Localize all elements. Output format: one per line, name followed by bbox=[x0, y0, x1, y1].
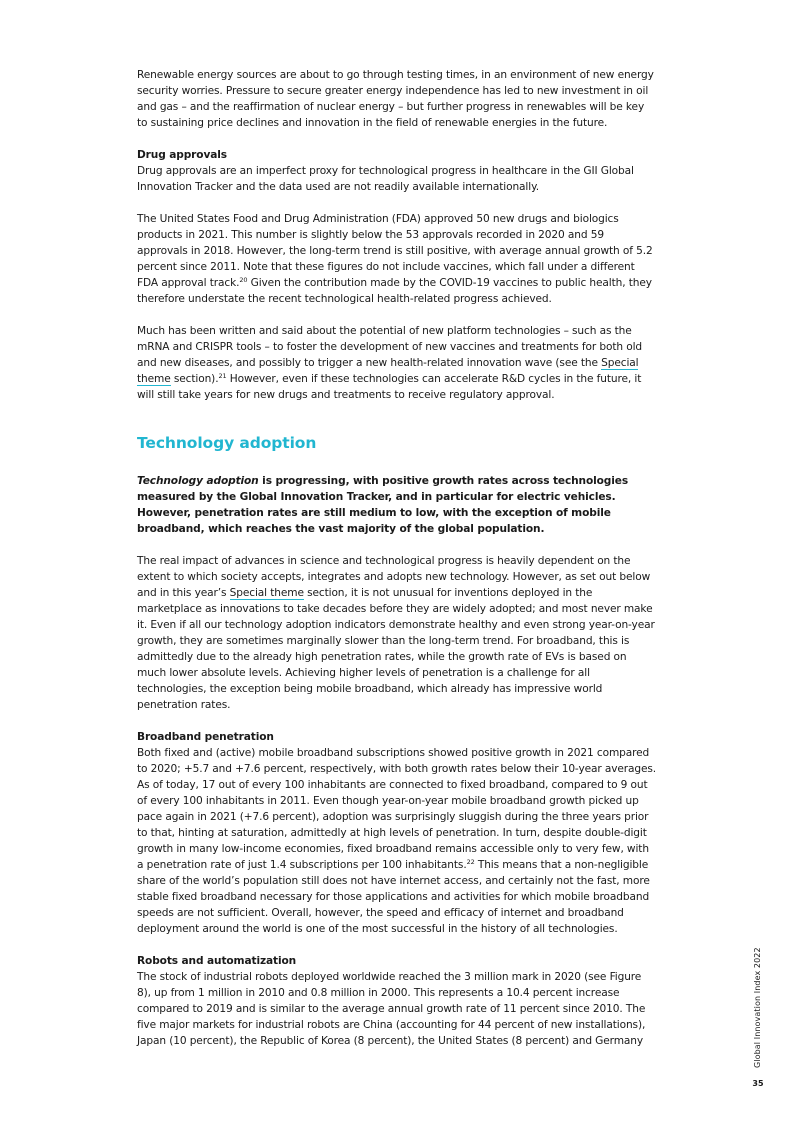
page-number: 35 bbox=[752, 1079, 764, 1088]
section-title-technology-adoption: Technology adoption bbox=[137, 434, 317, 452]
broadband-text-cont: This means that a non-negligible share of the world’s population still does not have internet access, and certainly not the fast, more stable fixed broadband necessary for those applications and activities for which mobile broadband speeds are not sufficient. Overall, however, the speed and efficacy of internet and broadband deployment around the world is one of the most successful in the history of all technologies. bbox=[137, 859, 650, 935]
paragraph-platform-tech bbox=[137, 323, 657, 403]
platform-text-end: However, even if these technologies can accelerate R&D cycles in the future, it will still take years for new drugs and treatments to receive regulatory approval. bbox=[137, 373, 642, 401]
paragraph-robots: The stock of industrial robots deployed worldwide reached the 3 million mark in 2020 (see Figure 8), up from 1 million in 2010 and 0.8 million in 2000. This represents a 10.4 percent increase compared to 2019 and is similar to the average annual growth rate of 11 percent since 2010. The five major markets for industrial robots are China (accounting for 44 percent of new installations), Japan (10 percent), the Republic of Korea (8 percent), the United States (8 percent) and Germany bbox=[137, 971, 646, 1047]
subheading-robots: Robots and automatization bbox=[137, 955, 297, 967]
footnote-ref-21[interactable]: 21 bbox=[218, 372, 227, 380]
fda-text-cont: Given the contribution made by the COVID-19 vaccines to public health, they therefore understate the recent technological health-related progress achieved. bbox=[137, 277, 652, 305]
fda-text: The United States Food and Drug Administration (FDA) approved 50 new drugs and biologics products in 2021. This number is slightly below the 53 approvals recorded in 2020 and 59 approvals in 2018. However, the long-term trend is still positive, with average annual growth of 5.2 percent since 2011. Note that these figures do not include vaccines, which fall under a different FDA approval track. bbox=[137, 213, 653, 289]
footnote-ref-22[interactable]: 22 bbox=[466, 858, 475, 866]
lead-emphasis: Technology adoption bbox=[137, 475, 259, 487]
special-theme-link-2[interactable]: Special theme bbox=[229, 587, 304, 599]
footnote-ref-20[interactable]: 20 bbox=[239, 276, 248, 284]
publication-title: Global Innovation Index 2022 bbox=[753, 947, 762, 1068]
broadband-text: Both fixed and (active) mobile broadband subscriptions showed positive growth in 2021 compared to 2020; +5.7 and +7.6 percent, respectively, with both growth rates below their 10-year averages. As of today, 17 out of every 100 inhabitants are connected to fixed broadband, compared to 9 out of every 100 inhabitants in 2011. Even though year-on-year mobile broadband growth picked up pace again in 2021 (+7.6 percent), adoption was surprisingly sluggish during the three years prior to that, hinting at saturation, admittedly at high levels of penetration. In turn, despite double-digit growth in many low-income economies, fixed broadband remains accessible only to very few, with a penetration rate of just 1.4 subscriptions per 100 inhabitants. bbox=[137, 747, 657, 871]
special-theme-link[interactable]: Special theme bbox=[137, 357, 639, 385]
subheading-broadband: Broadband penetration bbox=[137, 731, 274, 743]
lead-paragraph bbox=[137, 473, 657, 537]
paragraph-drug-proxy: Drug approvals are an imperfect proxy for technological progress in healthcare in the GII Global Innovation Tracker and the data used are not readily available internationally. bbox=[137, 165, 634, 193]
impact-text-cont: section, it is not unusual for inventions deployed in the marketplace as innovations to take decades before they are widely adopted; and most never make it. Even if all our technology adoption indicators demonstrate healthy and even strong year-on-year growth, they are sometimes marginally slower than the long-term trend. For broadband, this is admittedly due to the already high penetration rates, while the growth rate of EVs is based on much lower absolute levels. Achieving higher levels of penetration is a challenge for all technologies, the exception being mobile broadband, which already has impressive world penetration rates. bbox=[137, 587, 655, 711]
platform-text-mid: section). bbox=[170, 373, 219, 385]
paragraph-fda bbox=[137, 211, 657, 307]
subheading-drug-approvals: Drug approvals bbox=[137, 149, 227, 161]
paragraph-real-impact bbox=[137, 553, 657, 713]
paragraph-broadband bbox=[137, 745, 657, 937]
paragraph-renewables: Renewable energy sources are about to go through testing times, in an environment of new energy security worries. Pressure to secure greater energy independence has led to new investment in oil and gas – and the reaffirmation of nuclear energy – but further progress in renewables will be key to sustaining price declines and innovation in the field of renewable energies in the future. bbox=[137, 69, 654, 129]
impact-text: The real impact of advances in science and technological progress is heavily dependent on the extent to which society accepts, integrates and adopts new technology. However, as set out below and in this year’s bbox=[137, 555, 651, 599]
lead-text: is progressing, with positive growth rates across technologies measured by the Global Innovation Tracker, and in particular for electric vehicles. However, penetration rates are still medium to low, with the exception of mobile broadband, which reaches the vast majority of the global population. bbox=[137, 475, 629, 535]
platform-text: Much has been written and said about the potential of new platform technologies – such as the mRNA and CRISPR tools – to foster the development of new vaccines and treatments for both old and new diseases, and possibly to trigger a new health-related innovation wave (see the bbox=[137, 325, 642, 369]
main-content bbox=[137, 67, 657, 1049]
